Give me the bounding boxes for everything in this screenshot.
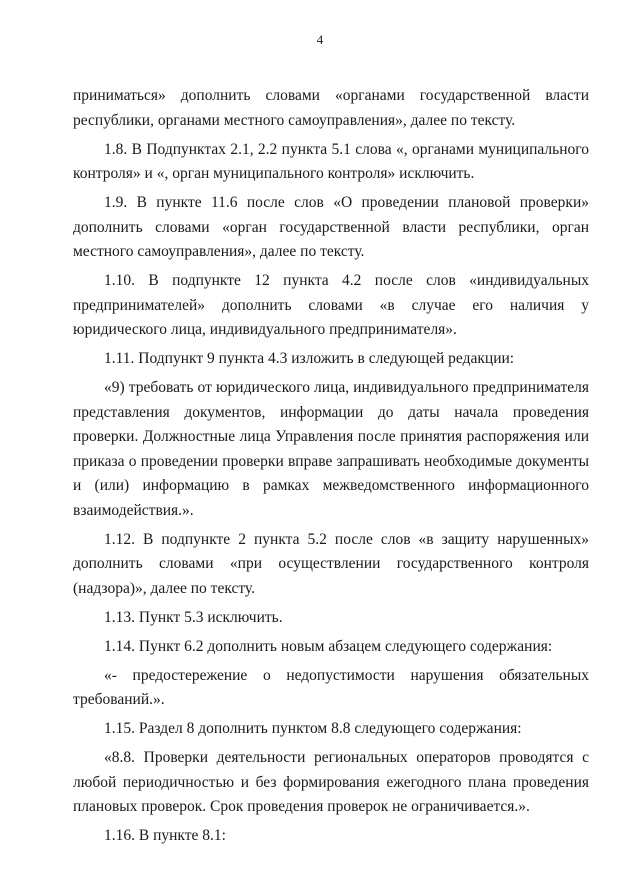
paragraph-continuation: приниматься» дополнить словами «органами государственной власти республики, органами местного самоуправления», далее по тексту. — [73, 87, 589, 129]
paragraph-1-12: 1.12. В подпункте 2 пункта 5.2 после слов «в защиту нарушенных» дополнить словами «при осуществлении государственного контроля (надзора)», далее по тексту. — [73, 530, 589, 597]
page-number: 4 — [316, 32, 324, 47]
paragraph-1-9: 1.9. В пункте 11.6 после слов «О проведении плановой проверки» дополнить словами «орган государственной власти республики, орган местного самоуправления», далее по тексту. — [73, 194, 589, 260]
paragraph-1-13: 1.13. Пункт 5.3 исключить. — [104, 608, 283, 626]
paragraph-1-11: 1.11. Подпункт 9 пункта 4.3 изложить в следующей редакции: — [104, 350, 515, 367]
paragraph-1-10: 1.10. В подпункте 12 пункта 4.2 после слов «индивидуальных предпринимателей» дополнить словами «в случае его наличия у юридического лица, индивидуального предпринимателя». — [73, 272, 589, 338]
paragraph-1-14: 1.14. Пункт 6.2 дополнить новым абзацем следующего содержания: — [104, 637, 553, 655]
paragraph-1-15-quote: «8.8. Проверки деятельности региональных операторов проводятся с любой периодичностью и без формирования ежегодного плана проведения плановых проверок. Срок проведения проверок не ограничивается.». — [73, 749, 589, 815]
paragraph-1-8: 1.8. В Подпунктах 2.1, 2.2 пункта 5.1 слова «, органами муниципального контроля» и «, орган муниципального контроля» исключить. — [73, 140, 589, 182]
paragraph-1-14-quote: «- предостережение о недопустимости нарушения обязательных требований.». — [73, 666, 589, 708]
paragraph-1-16: 1.16. В пункте 8.1: — [104, 827, 226, 844]
paragraph-1-15: 1.15. Раздел 8 дополнить пунктом 8.8 следующего содержания: — [104, 720, 522, 737]
paragraph-1-11-quote: «9) требовать от юридического лица, индивидуального предпринимателя представления документов, информации до даты начала проведения проверки. Должностные лица Управления после принятия распоряжения или приказа о проведении проверки вправе запрашивать необходимые документы и (или) информацию в рамках межведомственного информационного взаимодействия.». — [73, 379, 589, 519]
document-body — [73, 84, 589, 853]
